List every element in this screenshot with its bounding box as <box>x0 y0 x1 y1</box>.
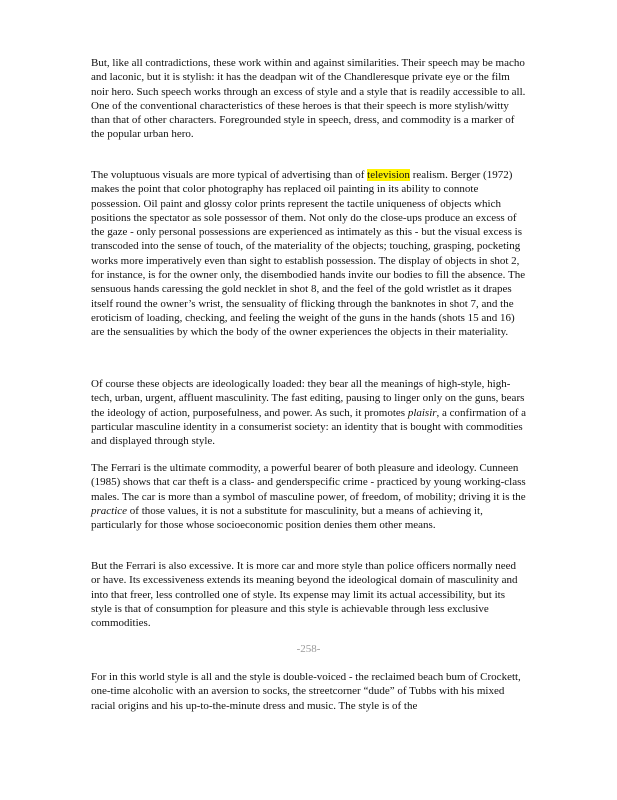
paragraph-text-after: of those values, it is not a substitute for masculinity, but a means of achieving it, particularly for those whose socioeconomic position denies them other means. <box>91 504 483 532</box>
paragraph-ferrari-excessive <box>91 559 527 630</box>
paragraph-text-before: The voluptuous visuals are more typical of advertising than of <box>91 169 368 181</box>
paragraph-style-contradictions <box>91 56 527 142</box>
paragraph-text: For in this world style is all and the style is double-voiced - the reclaimed beach bum of Crockett, one-time alcoholic with an aversion to socks, the streetcorner “dude” of Tubbs with his mixed racial origins and his up-to-the-minute dress and music. The style is of the <box>91 671 521 712</box>
paragraph-text-after: , a confirmation of a particular masculine identity in a consumerist society: an identity that is bought with commodities and displayed through style. <box>91 406 527 448</box>
paragraph-text-before: Of course these objects are ideologically loaded: they bear all the meanings of high-style, high-tech, urban, urgent, affluent masculinity. The fast editing, pausing to linger only on the guns, bears the ideology of action, purposefulness, and power. As such, it promotes <box>91 378 525 419</box>
paragraph-text-after: realism. Berger (1972) makes the point that color photography has replaced oil painting in its ability to connote possession. Oil paint and glossy color prints represent the tactile uniqueness of objects which positions the spectator as sole possessor of them. Not only do the close-ups produce an excess of the gaze - only personal possessions are experienced as intimately as this - but the visual excess is transcoded into the sense of touch, of the materiality of the objects; touching, grasping, pocketing works more imperatively even than sight to establish possession. The display of objects in shot 2, for instance, is for the owner only, the disembodied hands invite our bodies to fill the absence. The sensuous hands caressing the gold necklet in shot 8, and the feel of the gold wristlet as it drapes itself round the owner’s wrist, the sensuality of flicking through the banknotes in shot 7, and the eroticism of loading, checking, and feeling the weight of the guns in the hands (shots 15 and 16) are the sensualities by which the body of the owner experiences the objects in their materiality. <box>91 169 526 339</box>
paragraph-text: But the Ferrari is also excessive. It is more car and more style than police officers normally need or have. Its excessiveness extends its meaning beyond the ideological domain of masculinity and into that freer, less controlled one of style. Its expense may limit its actual accessibility, but its style is that of consumption for pleasure and this style is achievable through less exclusive commodities. <box>91 560 518 630</box>
paragraph-style-is-all <box>91 670 527 713</box>
paragraph-voluptuous-visuals <box>91 168 527 340</box>
highlighted-word: television <box>367 169 410 181</box>
paragraph-ideologically-loaded <box>91 377 527 448</box>
paragraph-ferrari-commodity <box>91 461 527 532</box>
italic-term-practice: practice <box>91 504 128 517</box>
italic-term-plaisir: plaisir <box>407 406 437 419</box>
paragraph-text: But, like all contradictions, these work within and against similarities. Their speech may be macho and laconic, but it is stylish: it has the deadpan wit of the Chandleresque private eye or the film noir hero. Such speech works through an excess of style and a style that is readily accessible to all. One of the conventional characteristics of these heroes is that their speech is more stylish/witty than that of other characters. Foregrounded style in speech, dress, and commodity is a marker of the popular urban hero. <box>91 57 526 141</box>
paragraph-text-before: The Ferrari is the ultimate commodity, a powerful bearer of both pleasure and ideology. Cunneen (1985) shows that car theft is a class- and genderspecific crime - practiced by young working-class males. The car is more than a symbol of masculine power, of freedom, of mobility; driving it is the <box>91 462 526 503</box>
page-number: -258- <box>296 643 321 655</box>
